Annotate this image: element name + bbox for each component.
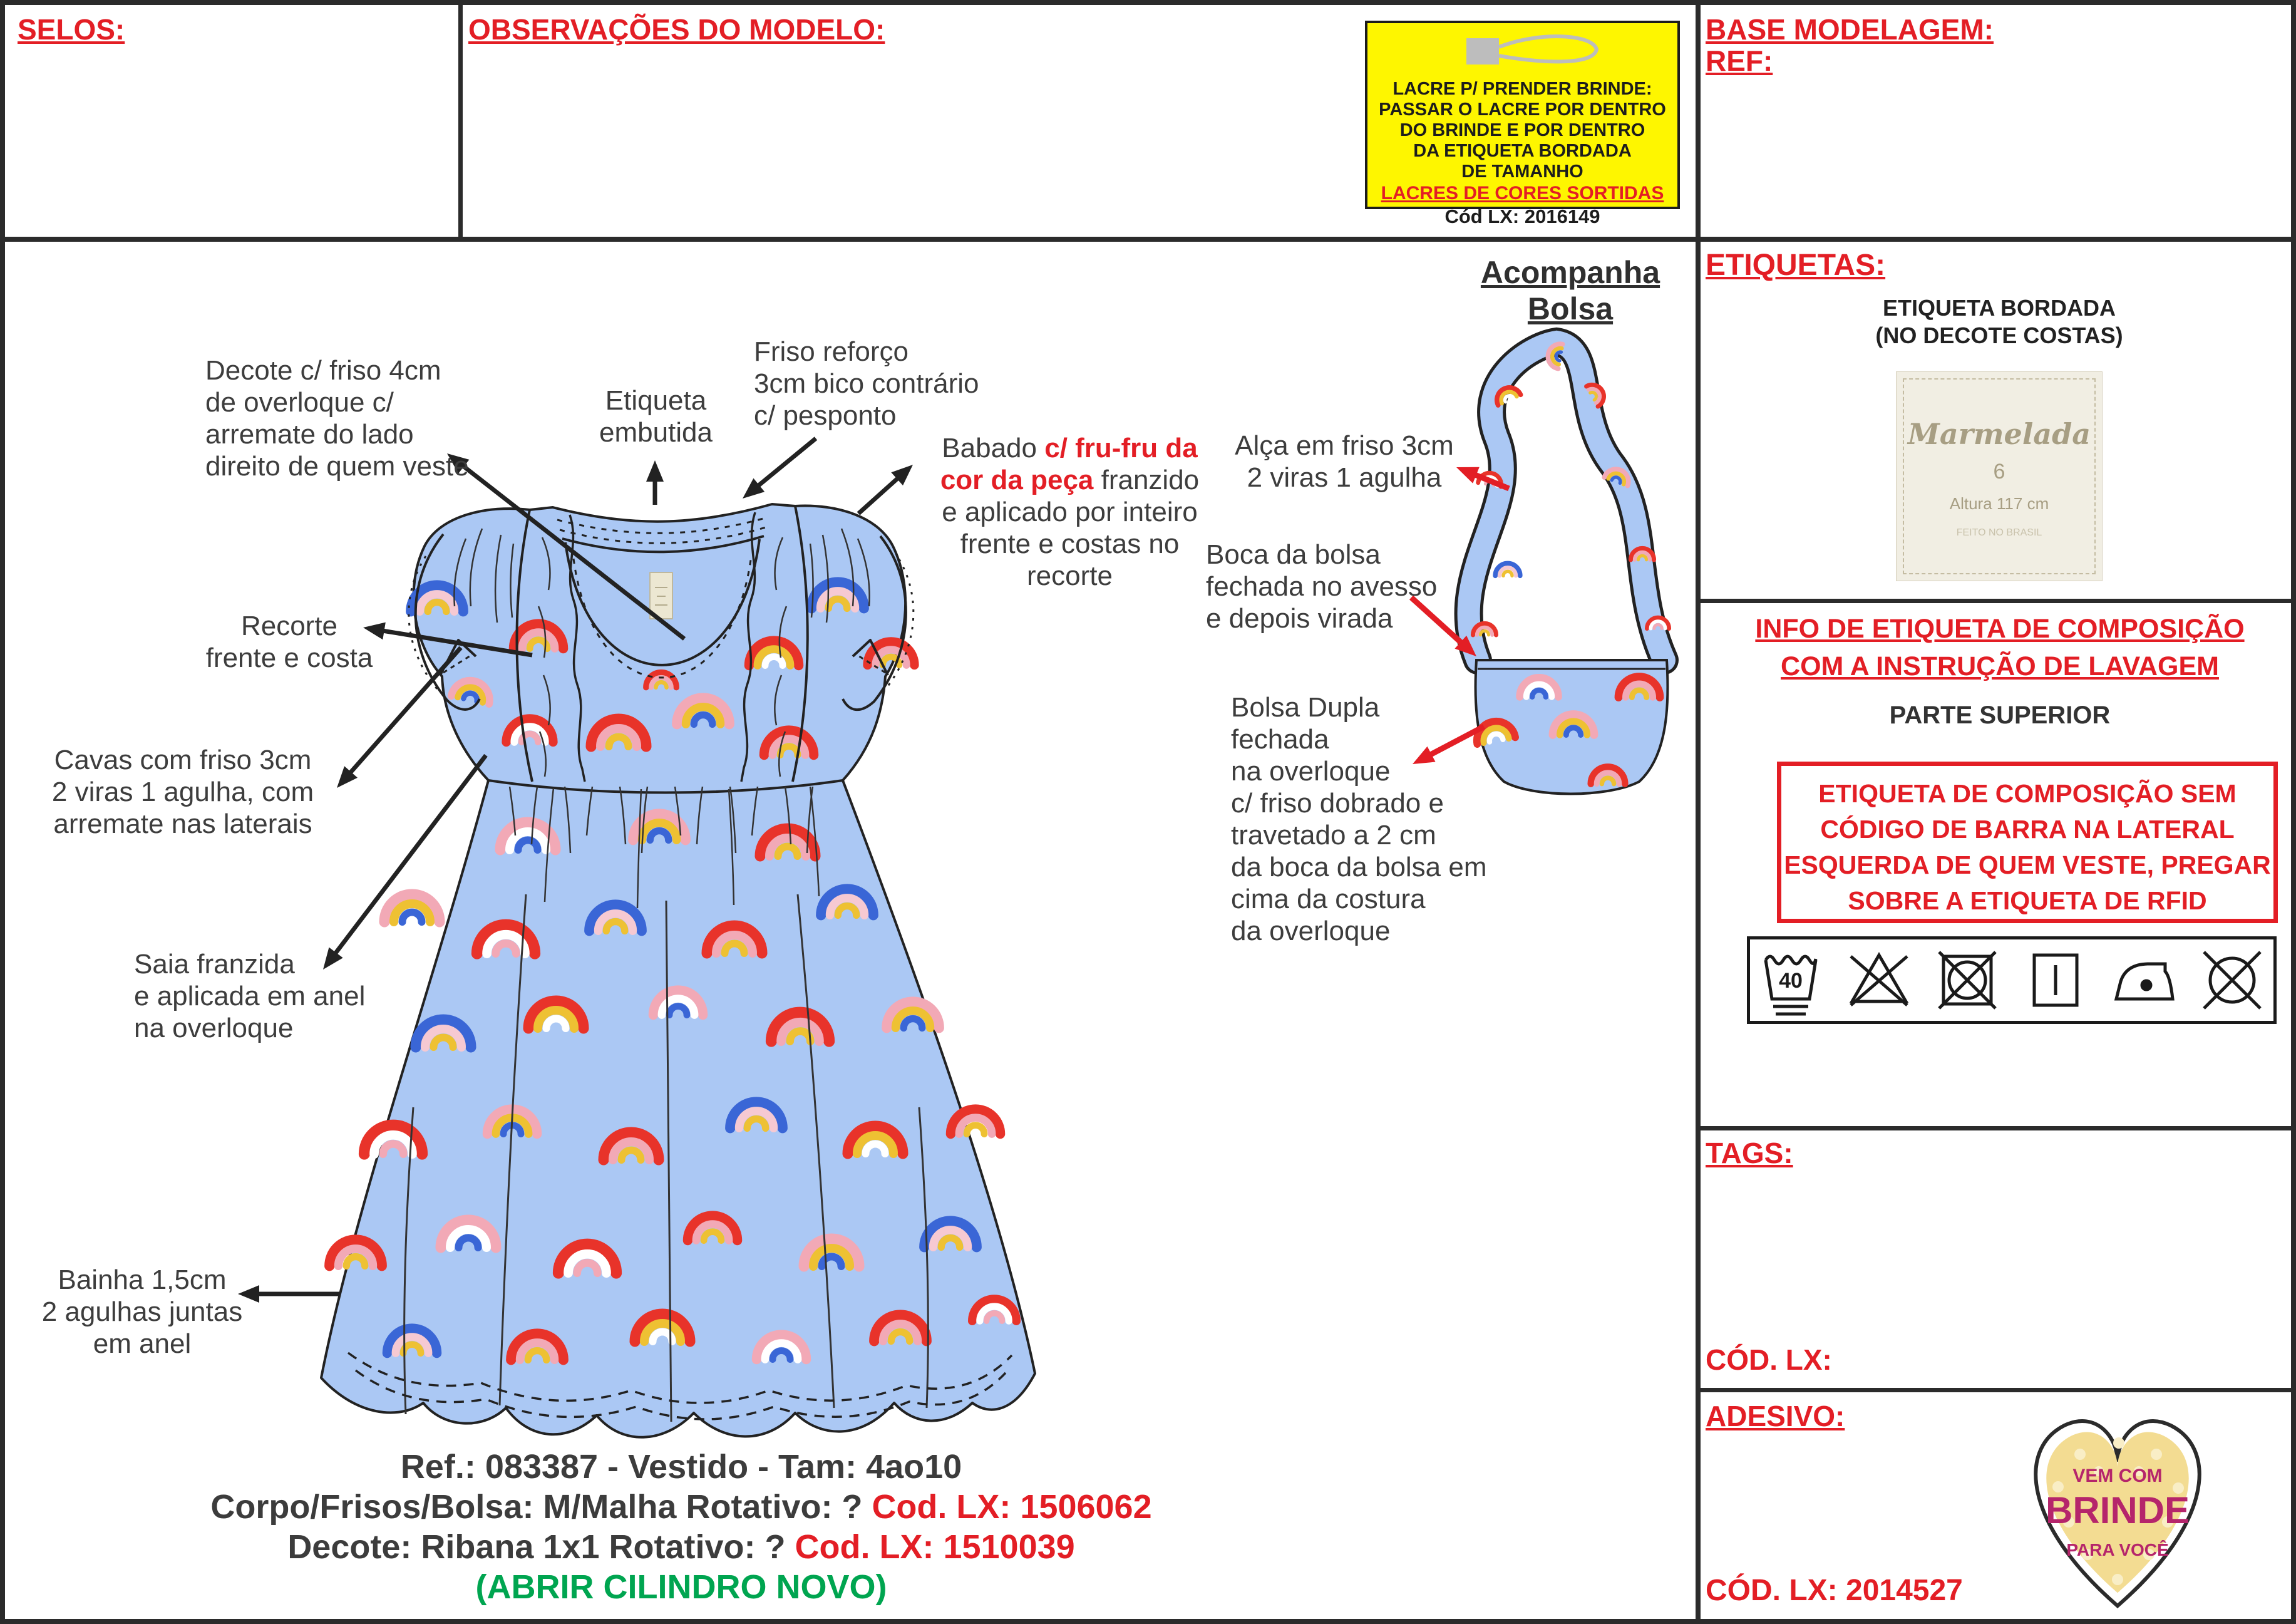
composicao-warning-line: ESQUERDA DE QUEM VESTE, PREGAR <box>1784 851 2271 879</box>
annotation-decote <box>205 354 469 482</box>
svg-text:40: 40 <box>1779 969 1803 993</box>
cod-lx-value: CÓD. LX: 2014527 <box>1706 1574 1963 1607</box>
annotation-bainha <box>35 1264 249 1360</box>
annotation-line: 2 agulhas juntas <box>41 1296 243 1327</box>
annotation-line: cor da peça franzido <box>940 465 1200 495</box>
etiquetas-header: ETIQUETAS: <box>1706 249 1886 282</box>
composicao-warning-line: CÓDIGO DE BARRA NA LATERAL <box>1820 815 2235 844</box>
annotation-line: na overloque <box>134 1013 294 1043</box>
annotation-line: Saia franzida <box>134 949 295 980</box>
annotation-line: em anel <box>93 1328 192 1359</box>
callout-arrow <box>743 438 816 499</box>
annotation-line: c/ friso dobrado e <box>1231 788 1444 819</box>
annotation-line: recorte <box>1027 561 1113 591</box>
callout-arrow <box>858 465 913 514</box>
annotation-line: Bainha 1,5cm <box>58 1265 227 1295</box>
sticker-line2: BRINDE <box>2045 1489 2190 1531</box>
annotation-line: Decote c/ friso 4cm <box>205 355 441 386</box>
annotation-line: da overloque <box>1231 916 1391 946</box>
composicao-warning-line: ETIQUETA DE COMPOSIÇÃO SEM <box>1818 779 2237 808</box>
lacre-text-line: DO BRINDE E POR DENTRO <box>1399 120 1645 140</box>
annotation-line: e aplicado por inteiro <box>942 497 1198 527</box>
callout-arrow <box>238 1285 341 1303</box>
acompanha-bolsa-title: Acompanha Bolsa <box>1480 255 1660 326</box>
footer-line: Decote: Ribana 1x1 Rotativo: ? Cod. LX: 1510039 <box>287 1528 1075 1566</box>
footer-line: (ABRIR CILINDRO NOVO) <box>475 1568 887 1606</box>
dress-drawing <box>321 504 1035 1437</box>
footer-line: Corpo/Frisos/Bolsa: M/Malha Rotativo: ? Cod. LX: 1506062 <box>210 1488 1152 1526</box>
lacre-text-line: PASSAR O LACRE POR DENTRO <box>1379 100 1666 120</box>
annotation-line: arremate do lado <box>205 419 414 450</box>
annotation-line: frente e costas no <box>960 529 1180 559</box>
annotation-friso-reforco <box>754 336 979 432</box>
care-icons-box <box>1747 936 2277 1024</box>
parte-superior-label: PARTE SUPERIOR <box>1889 701 2111 729</box>
annotation-line: embutida <box>599 417 713 448</box>
lacre-text-line: DA ETIQUETA BORDADA <box>1413 141 1632 161</box>
woven-label-height: Altura 117 cm <box>1949 494 2049 513</box>
info-composicao-header: INFO DE ETIQUETA DE COMPOSIÇÃO COM A INSTRUÇÃO DE LAVAGEM <box>1755 614 2245 681</box>
annotation-line: travetado a 2 cm <box>1231 820 1436 851</box>
annotation-line: Bolsa Dupla <box>1231 692 1380 723</box>
annotation-recorte <box>192 610 387 674</box>
sticker-line3: PARA VOCÊ <box>2066 1540 2169 1559</box>
callout-arrow <box>646 460 664 505</box>
ref-header: REF: <box>1706 44 1773 77</box>
annotation-line: 3cm bico contrário <box>754 368 979 399</box>
sticker-line1: VEM COM <box>2072 1466 2163 1486</box>
annotation-line: 2 viras 1 agulha, com <box>51 777 314 807</box>
brinde-heart-sticker <box>2036 1421 2199 1606</box>
annotation-line: Babado c/ fru-fru da <box>942 433 1198 463</box>
lacre-instruction-box <box>1365 21 1680 227</box>
lacre-cod: Cód LX: 2016149 <box>1444 205 1600 227</box>
annotation-line: Friso reforço <box>754 336 909 367</box>
annotation-saia <box>134 948 365 1044</box>
lacre-text-line: LACRE P/ PRENDER BRINDE: <box>1393 79 1652 99</box>
annotation-line: 2 viras 1 agulha <box>1247 462 1442 493</box>
annotation-babado <box>924 432 1215 592</box>
lacre-tie-icon <box>1429 27 1617 76</box>
lacre-text-lines <box>1367 79 1677 182</box>
tags-header: TAGS: <box>1706 1137 1793 1169</box>
woven-label-origin: FEITO NO BRASIL <box>1956 527 2042 538</box>
annotation-line: da boca da bolsa em <box>1231 852 1487 882</box>
woven-label-brand: Marmelada <box>1907 417 2091 451</box>
annotation-etiqueta-embutida <box>576 385 736 448</box>
annotation-line: Cavas com friso 3cm <box>54 745 312 775</box>
etiqueta-bordada-note: ETIQUETA BORDADA (NO DECOTE COSTAS) <box>1875 295 2123 348</box>
annotation-line: na overloque <box>1231 756 1391 787</box>
cod-lx-label: CÓD. LX: <box>1706 1343 1832 1376</box>
annotation-line: c/ pesponto <box>754 400 897 431</box>
annotation-line: direito de quem veste <box>205 451 469 482</box>
footer-line: Ref.: 083387 - Vestido - Tam: 4ao10 <box>400 1448 962 1486</box>
annotation-line: fechada no avesso <box>1206 571 1438 602</box>
rainbow-motif <box>384 894 440 922</box>
annotation-alca <box>1230 430 1459 494</box>
annotation-line: Etiqueta <box>605 385 707 416</box>
observacoes-header: OBSERVAÇÕES DO MODELO: <box>468 13 885 46</box>
woven-label-size: 6 <box>1993 460 2005 484</box>
annotation-boca <box>1206 539 1437 634</box>
annotation-line: Alça em friso 3cm <box>1235 430 1454 461</box>
annotation-line: Recorte <box>240 611 338 641</box>
bag-drawing <box>1469 342 1669 794</box>
composicao-warning-line: SOBRE A ETIQUETA DE RFID <box>1848 886 2207 915</box>
annotation-line: frente e costa <box>205 643 373 673</box>
annotation-cavas <box>41 744 324 840</box>
reference-footer <box>193 1447 1170 1607</box>
rainbow-motif <box>950 1109 1000 1134</box>
lacre-highlight: LACRES DE CORES SORTIDAS <box>1381 183 1664 204</box>
rainbow-motif <box>1495 564 1520 576</box>
composicao-warning-box <box>1777 762 2278 923</box>
annotation-line: e depois virada <box>1206 603 1393 634</box>
annotation-line: cima da costura <box>1231 884 1426 914</box>
annotation-line: arremate nas laterais <box>53 809 312 839</box>
adesivo-header: ADESIVO: <box>1706 1400 1845 1432</box>
annotation-bolsa-dupla <box>1231 691 1487 947</box>
woven-label-stitching <box>1903 378 2096 574</box>
annotation-line: Boca da bolsa <box>1206 539 1381 570</box>
woven-size-label <box>1896 371 2103 581</box>
annotation-line: fechada <box>1231 724 1329 755</box>
base-modelagem-header: BASE MODELAGEM: <box>1706 13 1994 46</box>
annotation-line: e aplicada em anel <box>134 981 366 1011</box>
annotation-line: de overloque c/ <box>205 387 394 418</box>
lacre-text-line: DE TAMANHO <box>1461 162 1583 182</box>
selos-header: SELOS: <box>18 13 125 46</box>
